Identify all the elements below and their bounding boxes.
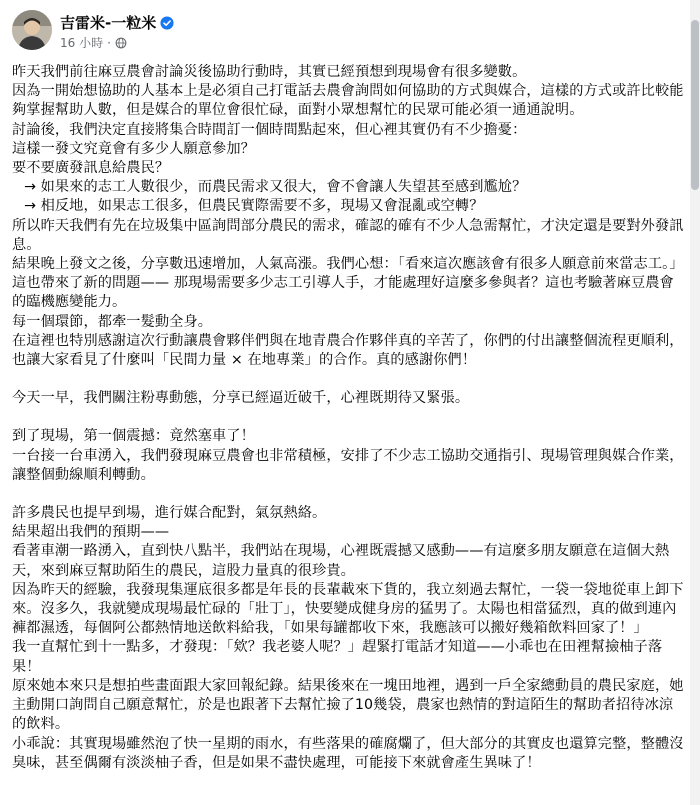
post-paragraph: 原來她本來只是想拍些畫面跟大家回報紀錄。結果後來在一塊田地裡，遇到一戶全家總動員的農民家庭，她主動開口詢問自己願意幫忙，於是也跟著下去幫忙撿了10幾袋，農家也熱情的對這陌生的幫助者招待冰涼的飲料。 — [12, 677, 684, 733]
post-paragraph: 討論後，我們決定直接將集合時間訂一個時間點起來，但心裡其實仍有不少擔憂： — [12, 121, 527, 138]
post-paragraph: 要不要廣發訊息給農民？ — [12, 160, 170, 177]
avatar-photo-icon — [12, 10, 52, 50]
post-paragraph: 結果超出我們的預期—— — [12, 524, 170, 541]
post-paragraph: 每一個環節，都牽一髮動全身。 — [12, 313, 213, 330]
post-text — [12, 63, 684, 773]
post-paragraph: 在這裡也特別感謝這次行動讓農會夥伴們與在地青農合作夥伴真的辛苦了，你們的付出讓整個流程更順利，也讓大家看見了什麼叫「民間力量 × 在地專業」的合作。真的感謝你們！ — [12, 332, 684, 369]
post-paragraph: 看著車潮一路湧入，直到快八點半，我們站在現場，心裡既震撼又感動——有這麼多朋友願意在這個大熱天，來到麻豆幫助陌生的農民，這股力量真的很珍貴。 — [12, 543, 670, 579]
post-time[interactable]: 16 小時 — [60, 36, 104, 50]
post-paragraph: 這也帶來了新的問題—— 那現場需要多少志工引導人手，才能處理好這麼多參與者？這也考驗著麻豆農會的臨機應變能力。 — [12, 275, 674, 311]
post-paragraph: 所以昨天我們有先在垃圾集中區詢問部分農民的需求，確認的確有不少人急需幫忙，才決定還是要對外發訊息。 — [12, 217, 684, 253]
verified-badge-icon — [160, 16, 174, 30]
post-paragraph: → 如果來的志工人數很少，而農民需求又很大，會不會讓人失望甚至感到尷尬？ — [24, 179, 527, 196]
scrollbar-thumb[interactable] — [691, 20, 699, 190]
scrollbar-track[interactable] — [690, 0, 700, 805]
post-paragraph: → 相反地，如果志工很多，但農民實際需要不多，現場又會混亂或空轉？ — [24, 198, 484, 215]
post-paragraph: 一台接一台車湧入，我們發現麻豆農會也非常積極，安排了不少志工協助交通指引、現場管理與媒合作業，讓整個動線順利轉動。 — [12, 447, 684, 483]
avatar[interactable] — [12, 10, 52, 50]
paragraph-gap — [12, 485, 684, 504]
post-header — [12, 10, 688, 56]
post-paragraph: 許多農民也提早到場，進行媒合配對，氣氛熱絡。 — [12, 505, 327, 522]
post-paragraph: 小乖說：其實現場雖然泡了快一星期的雨水，有些落果的確腐爛了，但大部分的其實皮也還算完整，整體沒臭味，甚至偶爾有淡淡柚子香，但是如果不盡快處理，可能接下來就會產生異味了！ — [12, 735, 684, 771]
post-paragraph: 這樣一發文究竟會有多少人願意參加？ — [12, 140, 255, 157]
post-paragraph: 我一直幫忙到十一點多，才發現：「欸？我老婆人呢？」趕緊打電話才知道——小乖也在田裡幫撿柚子落果！ — [12, 639, 663, 675]
post-paragraph: 到了現場，第一個震撼：竟然塞車了！ — [12, 428, 255, 445]
post-meta — [60, 34, 127, 51]
post-paragraph: 昨天我們前往麻豆農會討論災後協助行動時，其實已經預想到現場會有很多變數。 — [12, 64, 527, 80]
author-name[interactable] — [60, 12, 174, 33]
meta-separator: · — [107, 35, 111, 50]
paragraph-gap — [12, 408, 684, 427]
post-paragraph: 因為一開始想協助的人基本上是必須自己打電話去農會詢問如何協助的方式與媒合，這樣的方式或許比較能夠掌握幫助人數，但是媒合的單位會很忙碌，面對小眾想幫忙的民眾可能必須一通通說明。 — [12, 83, 684, 119]
author-name-text[interactable]: 吉雷米-一粒米 — [60, 14, 157, 32]
post-paragraph: 結果晚上發文之後，分享數迅速增加，人氣高漲。我們心想：「看來這次應該會有很多人願意前來當志工。」 — [12, 256, 684, 273]
post-paragraph: 因為昨天的經驗，我發現集運底很多都是年長的長輩載來下貨的，我立刻過去幫忙，一袋一袋地從車上卸下來。沒多久，我就變成現場最忙碌的「壯丁」，快要變成健身房的猛男了。太陽也相當猛烈，真的做到連內褲都濕透，每個阿公都熱情地送飲料給我，「如果每罐都收下來，我應該可以搬好幾箱飲料回家了！」 — [12, 581, 684, 637]
paragraph-gap — [12, 370, 684, 389]
globe-icon[interactable] — [115, 37, 127, 49]
post-paragraph: 今天一早，我們關注粉專動態，分享已經逼近破千，心裡既期待又緊張。 — [12, 390, 470, 407]
